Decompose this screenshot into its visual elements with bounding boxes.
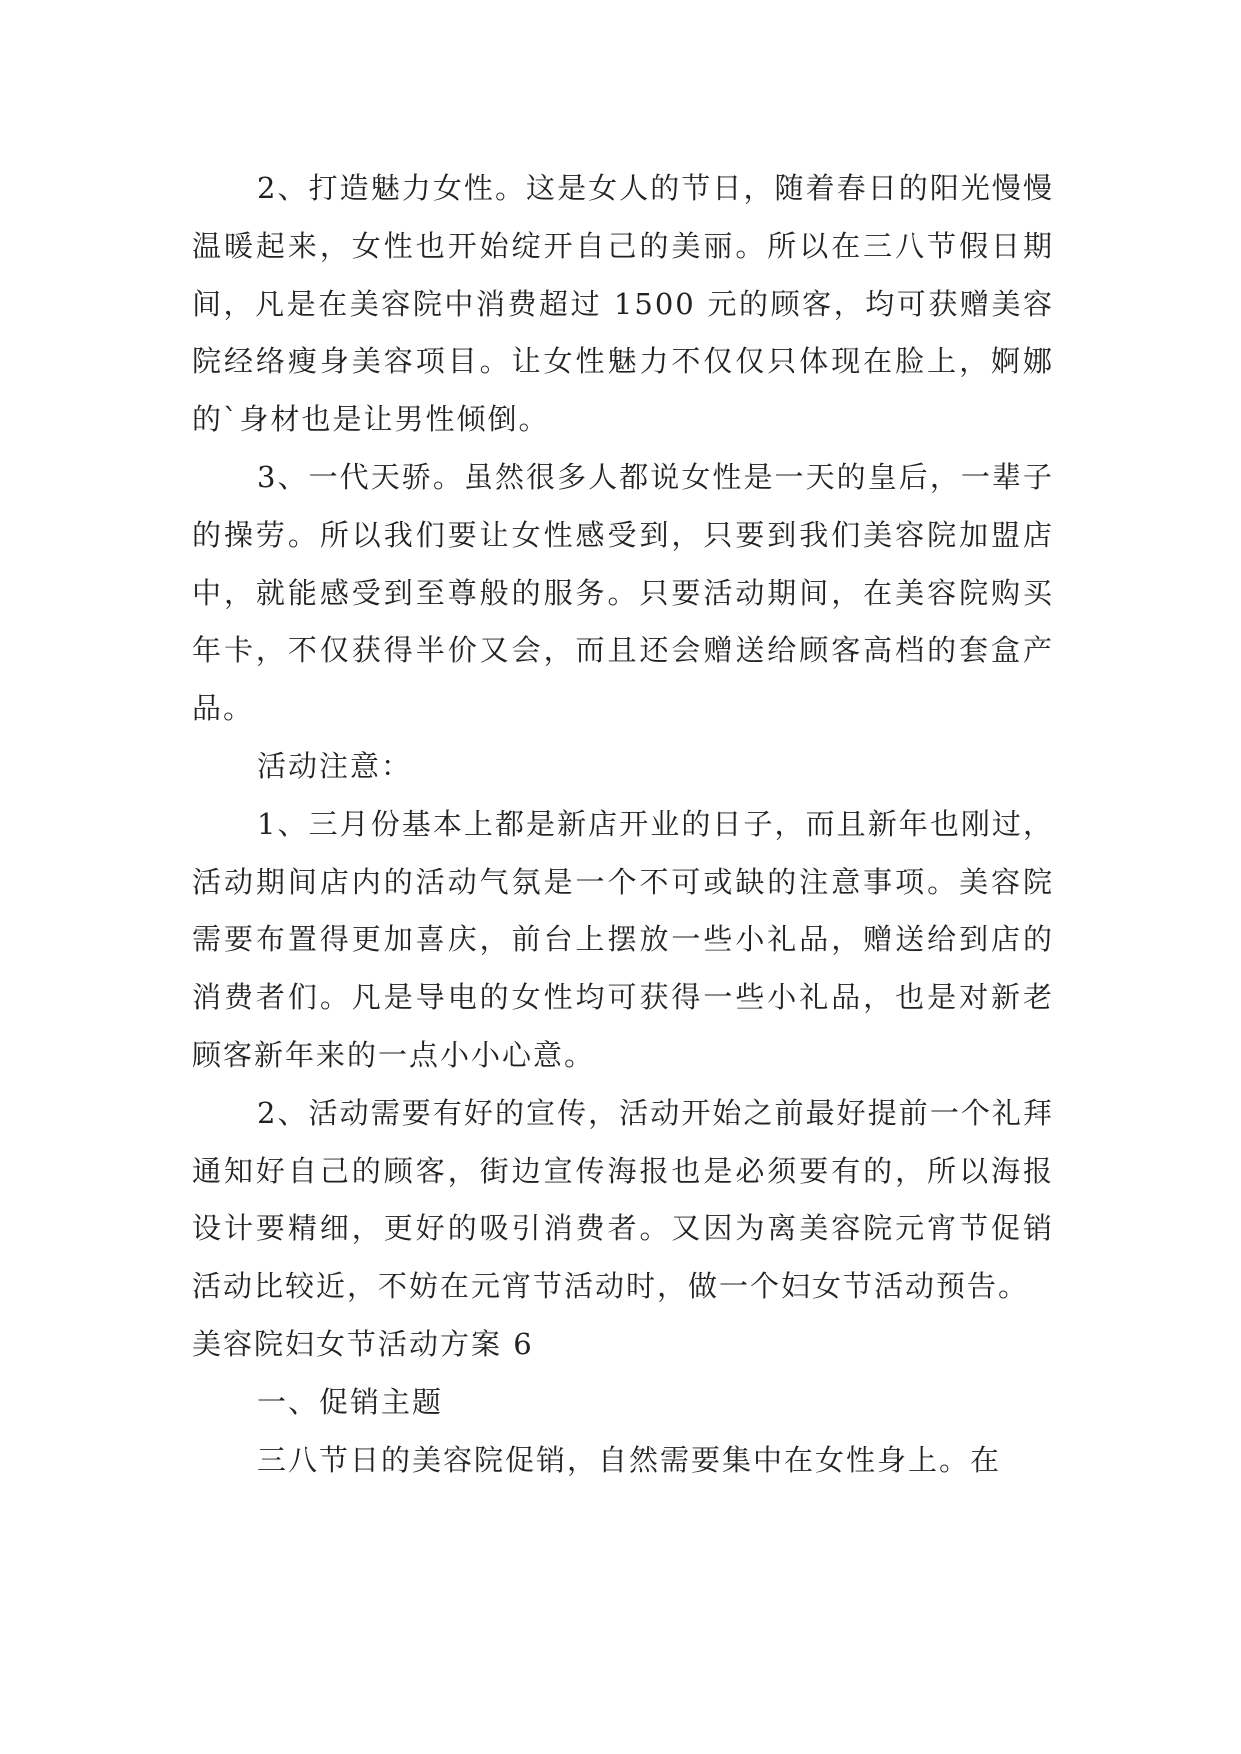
paragraph-note-2: 2、活动需要有好的宣传，活动开始之前最好提前一个礼拜通知好自己的顾客，街边宣传海报也是必须要有的，所以海报设计要精细，更好的吸引消费者。又因为离美容院元宵节促销活动比较近，不妨在元宵节活动时，做一个妇女节活动预告。 xyxy=(192,1095,1054,1304)
paragraph-promo-theme-heading: 一、促销主题 xyxy=(257,1384,444,1419)
section-title: 美容院妇女节活动方案 6 xyxy=(192,1326,534,1361)
paragraph-generation-pride: 3、一代天骄。虽然很多人都说女性是一天的皇后，一辈子的操劳。所以我们要让女性感受到，只要到我们美容院加盟店中，就能感受到至尊般的服务。只要活动期间，在美容院购买年卡，不仅获得半价又会，而且还会赠送给顾客高档的套盒产品。 xyxy=(192,459,1054,726)
paragraph-activity-notes-label: 活动注意： xyxy=(257,748,413,783)
paragraph-charm-women: 2、打造魅力女性。这是女人的节日，随着春日的阳光慢慢温暖起来，女性也开始绽开自己的美丽。所以在三八节假日期间，凡是在美容院中消费超过 1500 元的顾客，均可获赠美容院经络瘦身美容项目。让女性魅力不仅仅只体现在脸上，婀娜的`身材也是让男性倾倒。 xyxy=(192,171,1054,437)
paragraph-note-1: 1、三月份基本上都是新店开业的日子，而且新年也刚过，活动期间店内的活动气氛是一个不可或缺的注意事项。美容院需要布置得更加喜庆，前台上摆放一些小礼品，赠送给到店的消费者们。凡是导电的女性均可获得一些小礼品，也是对新老顾客新年来的一点小小心意。 xyxy=(192,806,1054,1072)
paragraph-promo-theme-body: 三八节日的美容院促销，自然需要集中在女性身上。在 xyxy=(257,1442,1002,1477)
document-body xyxy=(192,160,1054,1489)
